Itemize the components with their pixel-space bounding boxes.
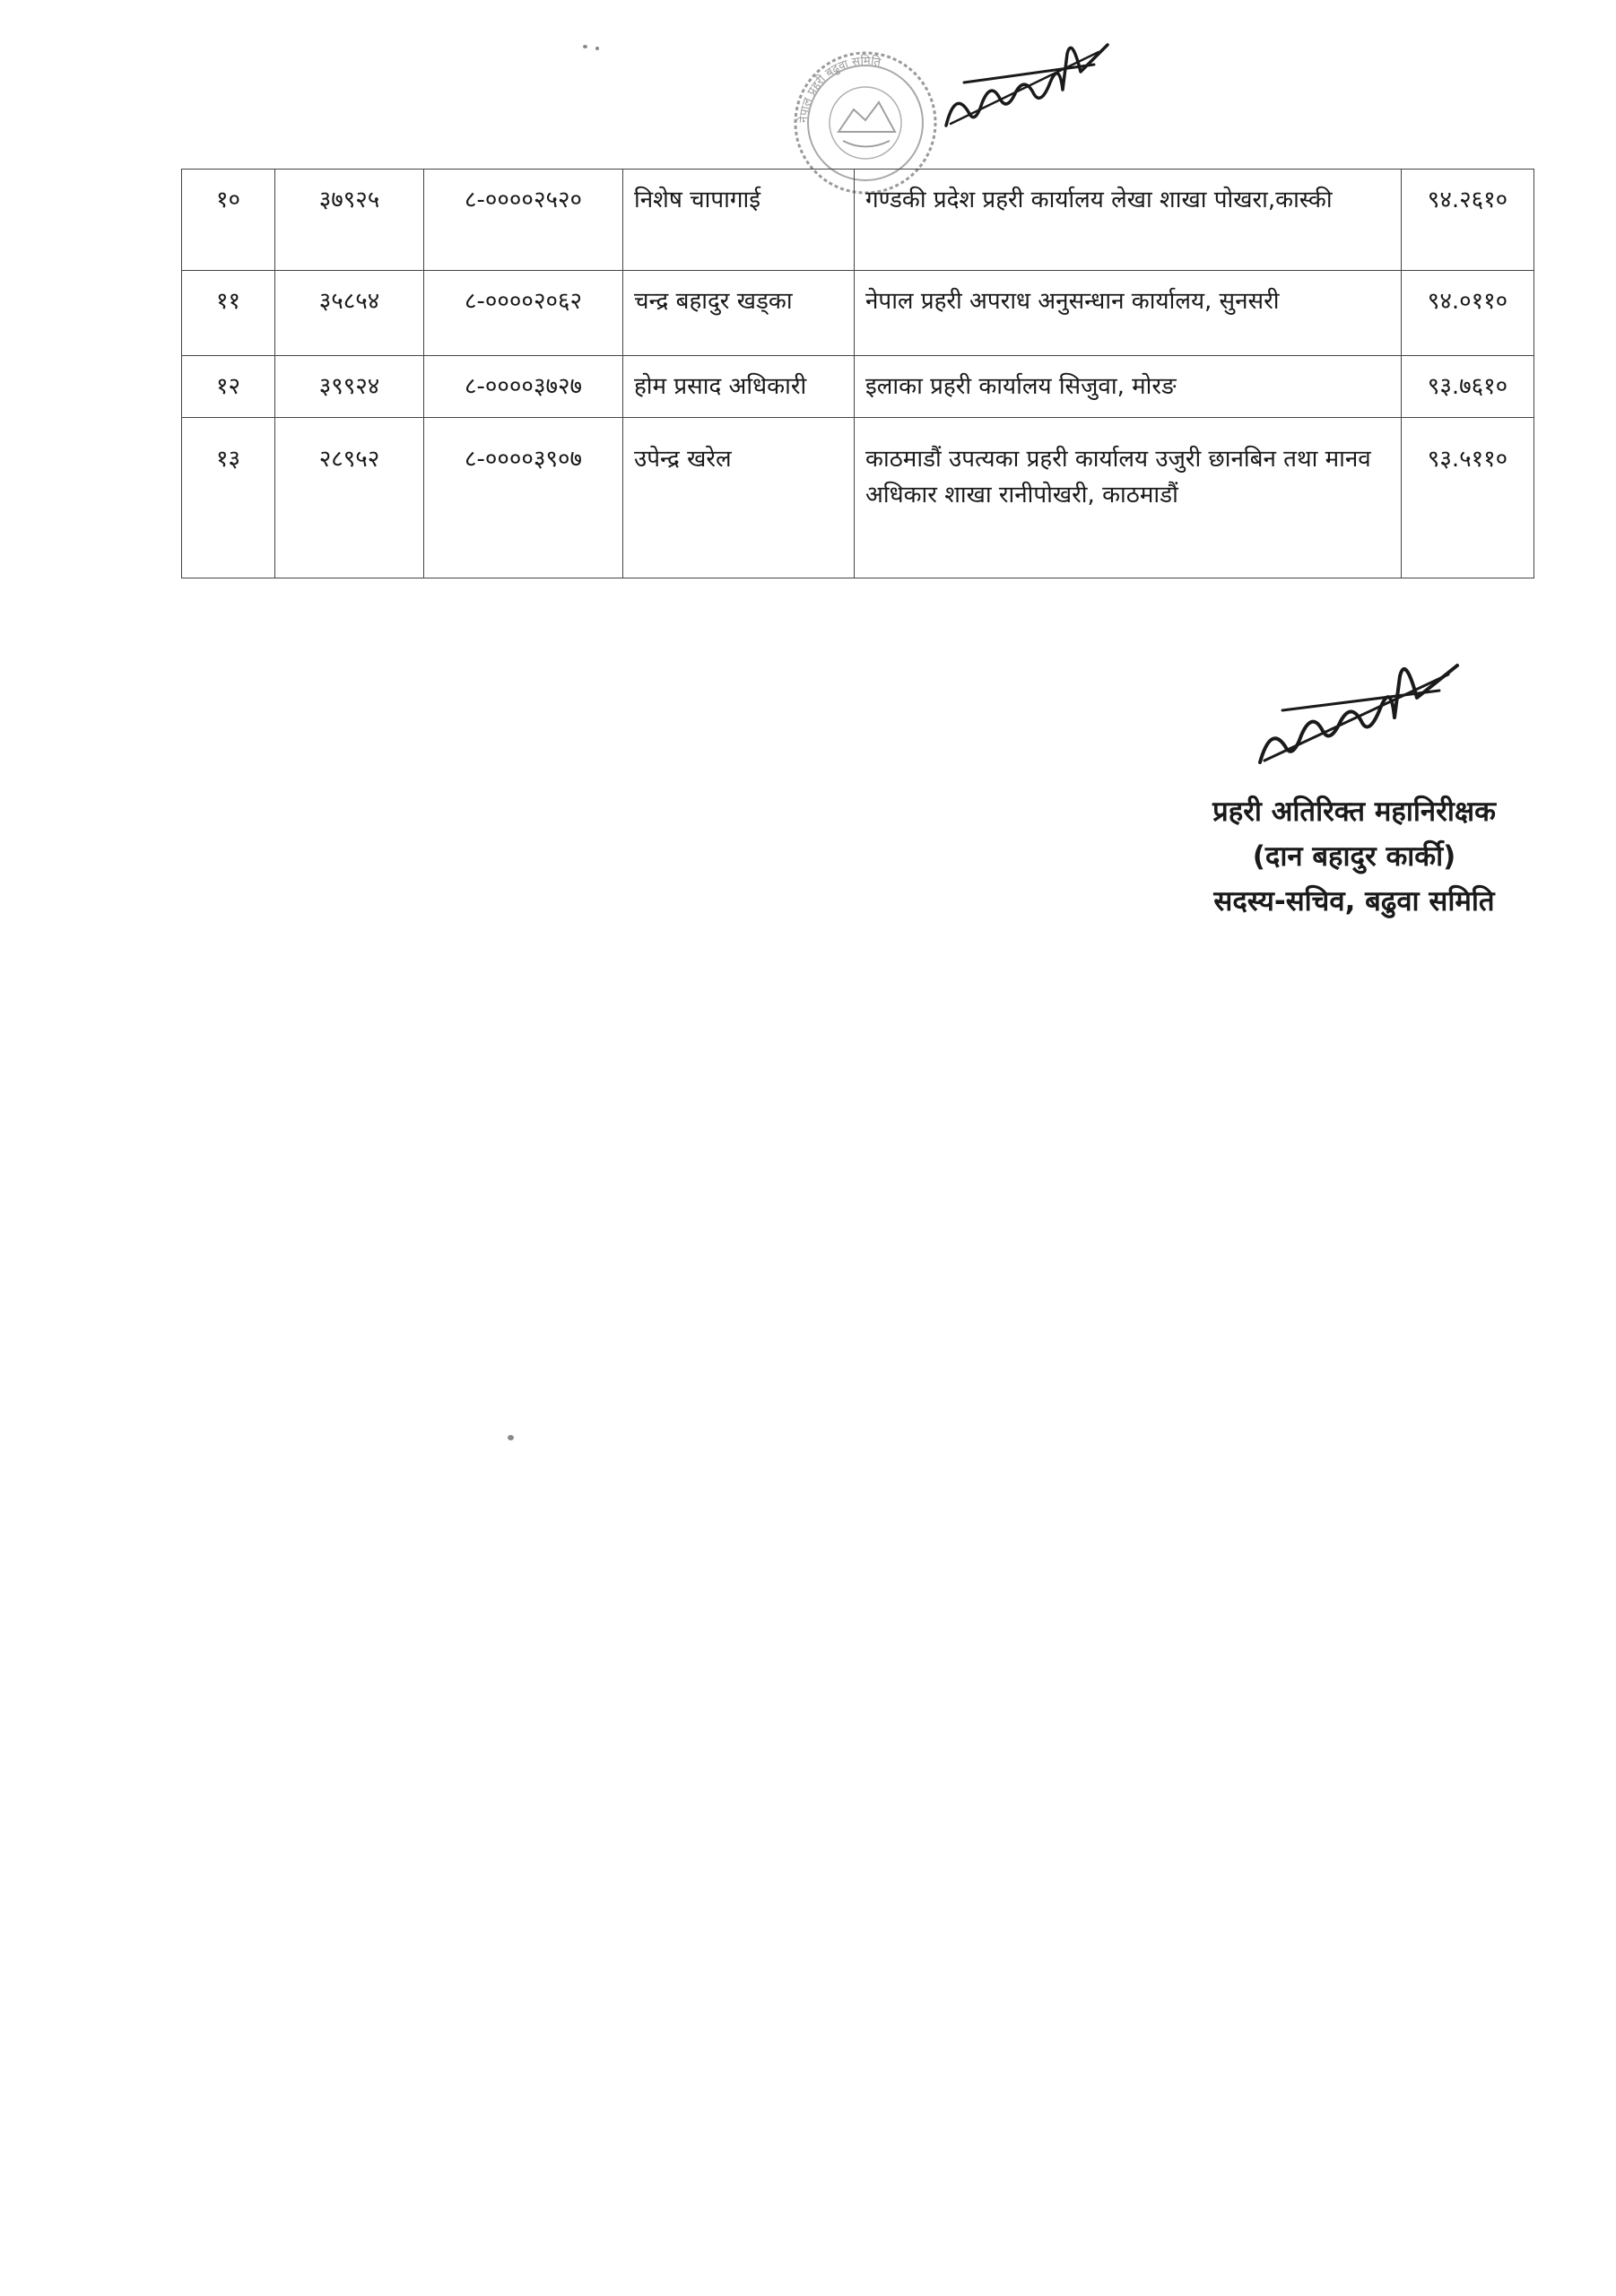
code-cell: ८-००००२५२० <box>424 170 623 271</box>
name-cell: होम प्रसाद अधिकारी <box>623 356 855 418</box>
code-cell: ८-००००३७२७ <box>424 356 623 418</box>
seal-text: नेपाल प्रहरी बढुवा समिति <box>796 54 882 124</box>
score-cell: ९४.२६१० <box>1402 170 1534 271</box>
serial-number-cell: ११ <box>182 271 275 356</box>
signatory-role: सदस्य-सचिव, बढुवा समिति <box>1213 885 1495 918</box>
id-number-cell: ३९९२४ <box>275 356 424 418</box>
name-cell: चन्द्र बहादुर खड्का <box>623 271 855 356</box>
signature-top-icon <box>928 27 1116 144</box>
score-cell: ९३.५११० <box>1402 418 1534 578</box>
svg-text:नेपाल प्रहरी बढुवा समिति <box>796 54 882 123</box>
serial-number-cell: १२ <box>182 356 275 418</box>
code-cell: ८-००००३९०७ <box>424 418 623 578</box>
name-cell: निशेष चापागाई <box>623 170 855 271</box>
table-row <box>182 418 1534 578</box>
signatory-block <box>1121 789 1587 924</box>
office-cell: काठमाडौं उपत्यका प्रहरी कार्यालय उजुरी छानबिन तथा मानव अधिकार शाखा रानीपोखरी, काठमाडौं <box>855 418 1402 578</box>
score-cell: ९४.०११० <box>1402 271 1534 356</box>
office-cell: नेपाल प्रहरी अपराध अनुसन्धान कार्यालय, सुनसरी <box>855 271 1402 356</box>
id-number-cell: ३७९२५ <box>275 170 424 271</box>
name-cell: उपेन्द्र खरेल <box>623 418 855 578</box>
score-cell: ९३.७६१० <box>1402 356 1534 418</box>
serial-number-cell: १० <box>182 170 275 271</box>
signature-bottom-icon <box>1242 646 1466 780</box>
records-table <box>181 169 1534 578</box>
signatory-designation: प्रहरी अतिरिक्त महानिरीक्षक <box>1212 796 1496 828</box>
id-number-cell: २८९५२ <box>275 418 424 578</box>
table-row <box>182 271 1534 356</box>
id-number-cell: ३५८५४ <box>275 271 424 356</box>
scan-speck <box>583 45 587 48</box>
scan-speck <box>508 1435 514 1440</box>
scan-speck <box>595 47 599 50</box>
table-row <box>182 170 1534 271</box>
signatory-name: (दान बहादुर कार्की) <box>1252 840 1456 873</box>
serial-number-cell: १३ <box>182 418 275 578</box>
office-cell: गण्डकी प्रदेश प्रहरी कार्यालय लेखा शाखा पोखरा,कास्की <box>855 170 1402 271</box>
table-row <box>182 356 1534 418</box>
code-cell: ८-००००२०६२ <box>424 271 623 356</box>
office-cell: इलाका प्रहरी कार्यालय सिजुवा, मोरङ <box>855 356 1402 418</box>
